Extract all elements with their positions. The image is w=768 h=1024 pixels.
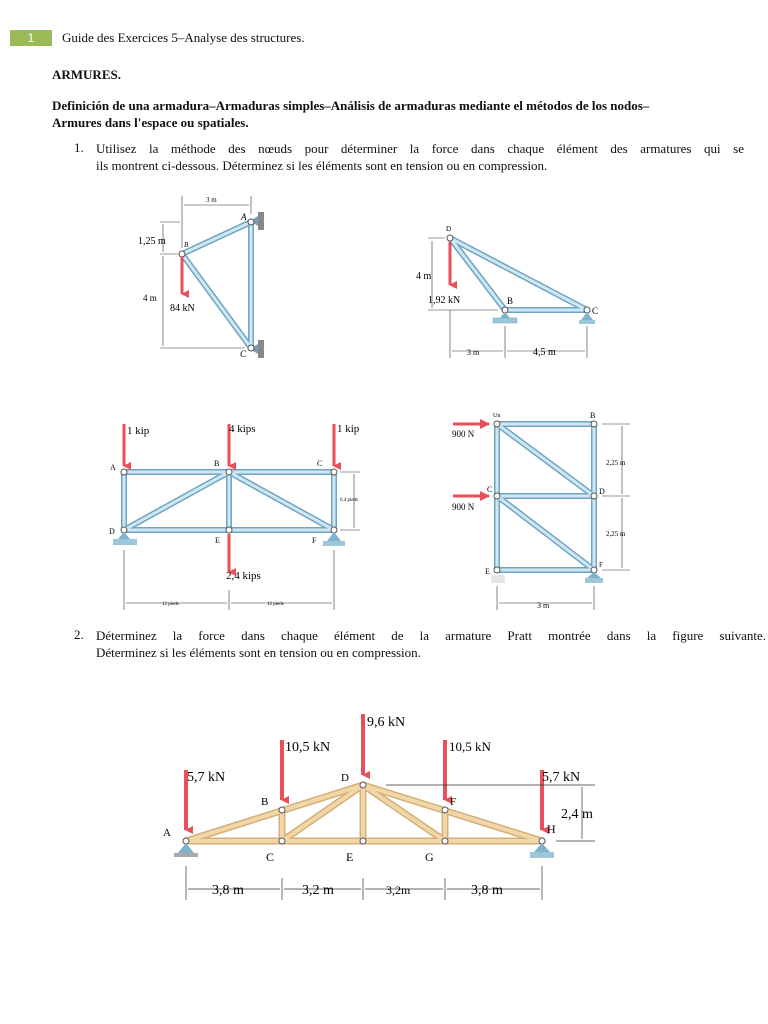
fig4-node-B: B (590, 411, 596, 420)
exercise-2-line-2: Déterminez si les éléments sont en tension ou en compression. (96, 645, 421, 660)
fig4-dim-1: 2,25 m (606, 459, 626, 467)
fig4-node-top-left: Un (493, 413, 501, 419)
fig3-node-C: C (317, 459, 323, 468)
fig5-load-D: 9,6 kN (367, 715, 406, 730)
wall-support-bottom (258, 340, 264, 358)
fig3-node-E: E (215, 536, 220, 545)
fig3-node-F: F (312, 536, 317, 545)
fig1-dim-4: 4 m (143, 293, 157, 303)
wall-support-top (258, 212, 264, 230)
fig1-node-A: A (241, 212, 247, 222)
figure-5-pratt-truss (163, 714, 595, 900)
fig5-node-E: E (346, 850, 354, 864)
fig2-node-C: C (592, 306, 599, 316)
fig3-node-B: B (214, 459, 220, 468)
subtitle-line-1: Definición de una armadura–Armaduras simples–Análisis de armaduras mediante el métodos de los nodos– (52, 98, 650, 113)
fig5-node-H: H (547, 822, 556, 836)
fig5-node-A: A (163, 827, 171, 839)
fig3-load-e: 2,4 kips (226, 570, 261, 582)
fig3-node-A: A (110, 463, 116, 472)
fig4-node-E: E (485, 567, 490, 576)
exercise-1-line-2: ils montrent ci-dessous. Déterminez si les éléments sont en tension ou en compression. (96, 158, 548, 173)
fig2-dim-4: 4 m (416, 271, 432, 282)
fig3-dim-l: 12 pieds (162, 602, 179, 607)
fig4-node-D: D (599, 487, 605, 496)
fig4-dim-2: 2,25 m (606, 530, 626, 538)
fig1-dim-125: 1,25 m (138, 236, 166, 247)
exercise-2-line-1: Déterminez la force dans chaque élément de la armature Pratt montrée dans la figure suivante. (96, 628, 766, 643)
page-number: 1 (27, 31, 35, 45)
exercise-1-line-1: Utilisez la méthode des nœuds pour déterminer la force dans chaque élément des armatures qui se (96, 141, 744, 156)
fig3-node-D: D (109, 527, 115, 536)
fig3-load-b: 4 kips (229, 423, 256, 435)
fig1-node-B: B (184, 241, 189, 249)
fig5-node-C: C (266, 850, 275, 864)
figure-4-truss (452, 411, 630, 610)
fig5-load-A: 5,7 kN (187, 770, 226, 785)
fig4-node-F: F (599, 561, 603, 569)
fig3-load-c: 1 kip (337, 423, 360, 435)
fig5-node-F: F (450, 796, 457, 808)
fig2-load: 1,92 kN (428, 295, 461, 306)
exercise-1-number: 1. (74, 140, 84, 155)
exercise-2-number: 2. (74, 627, 84, 642)
fig1-node-C: C (240, 349, 247, 359)
fig4-load-2: 900 N (452, 502, 475, 512)
figure-2-truss (416, 225, 598, 358)
fig4-load-1: 900 N (452, 429, 475, 439)
fig5-dim-3: 3,2m (386, 883, 411, 897)
fig5-node-D: D (341, 772, 349, 784)
fig2-dim-3: 3 m (467, 348, 480, 357)
fig5-dim-h: 2,4 m (561, 807, 593, 822)
fig2-node-B: B (507, 296, 514, 306)
fig4-node-C: C (487, 485, 493, 494)
fig1-dim-top: 3 m (206, 196, 217, 204)
fig3-load-a: 1 kip (127, 425, 150, 437)
fig5-load-H: 5,7 kN (542, 770, 581, 785)
fig5-load-B: 10,5 kN (285, 740, 331, 755)
fig2-node-top: D (446, 225, 452, 233)
fig5-dim-1: 3,8 m (212, 883, 244, 898)
fig5-dim-2: 3,2 m (302, 883, 334, 898)
document-header: Guide des Exercices 5–Analyse des structures. (62, 30, 305, 45)
fig1-load: 84 kN (170, 303, 195, 314)
subtitle-line-2: Armures dans l'espace ou spatiales. (52, 115, 249, 130)
fig5-load-F: 10,5 kN (449, 739, 491, 754)
fig2-dim-45: 4,5 m (533, 347, 556, 358)
figure-1-truss (138, 196, 264, 359)
fig3-dim-h: 6.4 pieds (340, 498, 359, 503)
fig5-node-G: G (425, 850, 434, 864)
figure-3-truss (109, 423, 360, 610)
section-title: ARMURES. (52, 67, 121, 82)
fig3-dim-r: 12 pieds (267, 602, 284, 607)
fig5-dim-4: 3,8 m (471, 883, 503, 898)
fig5-node-B: B (261, 796, 269, 808)
fig4-dim-3: 3 m (537, 601, 550, 610)
